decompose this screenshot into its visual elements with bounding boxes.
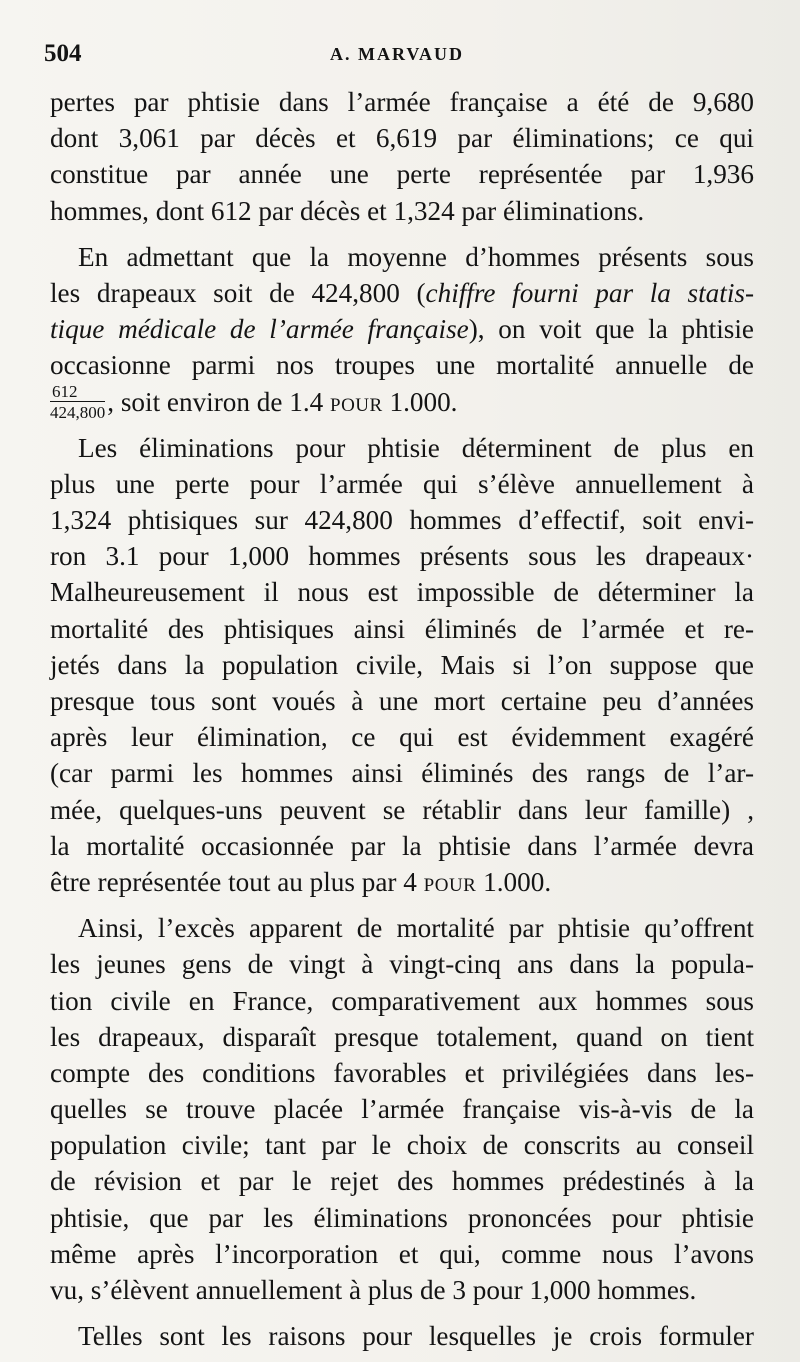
- text-line: hommes, dont 612 par décès et 1,324 par éliminations.: [50, 195, 645, 226]
- paragraph-5: [50, 1318, 754, 1354]
- text-line: la mortalité occasionnée par la phtisie dans l’armée devra: [50, 830, 754, 861]
- text-line: 1,324 phtisiques sur 424,800 hommes d’effectif, soit envi-: [50, 505, 754, 536]
- fraction-numerator: 612: [50, 383, 105, 402]
- text-line: compte des conditions favorables et privilégiées dans les-: [50, 1057, 754, 1088]
- text-line: après leur élimination, ce qui est évidemment exagéré: [50, 722, 754, 753]
- text-line: constitue par année une perte représentée par 1,936: [50, 159, 754, 190]
- text-line: plus une perte pour l’armée qui s’élève annuellement à: [50, 468, 754, 499]
- text-line: jetés dans la population civile, Mais si l’on suppose que: [50, 649, 754, 680]
- text-line: population civile; tant par le choix de conscrits au conseil: [50, 1130, 754, 1161]
- text-line: En admettant que la moyenne d’hommes présents sous: [78, 241, 754, 272]
- text-line: les jeunes gens de vingt à vingt-cinq ans dans la popula-: [50, 949, 754, 980]
- italic-citation: chiffre fourni par la statis-: [425, 277, 755, 308]
- text-span: 1.000.: [382, 386, 458, 417]
- text-span: ), on voit que la phtisie: [468, 314, 754, 345]
- text-line: Ainsi, l’excès apparent de mortalité par phtisie qu’offrent: [78, 913, 754, 944]
- text-line: même après l’incorporation et qui, comme nous l’avons: [50, 1238, 754, 1269]
- text-line: vu, s’élèvent annuellement à plus de 3 pour 1,000 hommes.: [50, 1275, 697, 1305]
- text-line: Malheureusement il nous est impossible de déterminer la: [50, 577, 754, 608]
- page-header: [44, 40, 764, 76]
- text-line: les drapeaux, disparaît presque totalement, quand on tient: [50, 1021, 754, 1052]
- text-line: pertes par phtisie dans l’armée française a été de 9,680: [50, 87, 754, 117]
- small-caps-text: POUR: [423, 874, 477, 896]
- text-line: presque tous sont voués à une mort certaine peu d’années: [50, 686, 754, 716]
- fraction: [50, 383, 105, 421]
- text-span: les drapeaux soit de 424,800 (: [50, 277, 426, 308]
- text-line: de révision et par le rejet des hommes prédestinés à la: [50, 1166, 754, 1197]
- text-line: (car parmi les hommes ainsi éliminés des rangs de l’ar-: [50, 758, 754, 789]
- text-line: mée, quelques-uns peuvent se rétablir dans leur famille) ,: [50, 794, 754, 825]
- text-line: Telles sont les raisons pour lesquelles je crois formuler: [78, 1321, 754, 1352]
- paragraph-3: [50, 430, 754, 900]
- text-span: 1.000.: [476, 866, 552, 897]
- text-line: quelles se trouve placée l’armée française vis-à-vis de la: [50, 1094, 754, 1125]
- text-span: être représentée tout au plus par 4: [50, 866, 424, 897]
- text-line: occasionne parmi nos troupes une mortalité annuelle de: [50, 350, 754, 381]
- text-line: ron 3.1 pour 1,000 hommes présents sous les drapeaux·: [50, 541, 754, 572]
- text-line: phtisie, que par les éliminations prononcées pour phtisie: [50, 1202, 754, 1233]
- text-line: [50, 864, 754, 900]
- body-text: [50, 84, 754, 1354]
- paragraph-1: [50, 84, 754, 229]
- paragraph-4: [50, 910, 754, 1308]
- text-line: dont 3,061 par décès et 6,619 par éliminations; ce qui: [50, 123, 754, 154]
- fraction-denominator: 424,800: [50, 403, 106, 423]
- italic-citation: tique médicale de l’armée française: [50, 314, 469, 345]
- text-line: [50, 275, 754, 311]
- text-line: Les éliminations pour phtisie déterminent de plus en: [78, 432, 754, 463]
- paragraph-2: [50, 239, 755, 423]
- running-head: A. MARVAUD: [330, 44, 465, 64]
- page-number: 504: [44, 40, 82, 67]
- text-line: tion civile en France, comparativement aux hommes sous: [50, 985, 754, 1016]
- text-line: mortalité des phtisiques ainsi éliminés de l’armée et re-: [50, 613, 754, 644]
- text-span: , soit environ de 1.4: [107, 386, 331, 417]
- text-line: [50, 311, 754, 347]
- small-caps-text: POUR: [330, 394, 383, 416]
- text-line: [50, 382, 754, 423]
